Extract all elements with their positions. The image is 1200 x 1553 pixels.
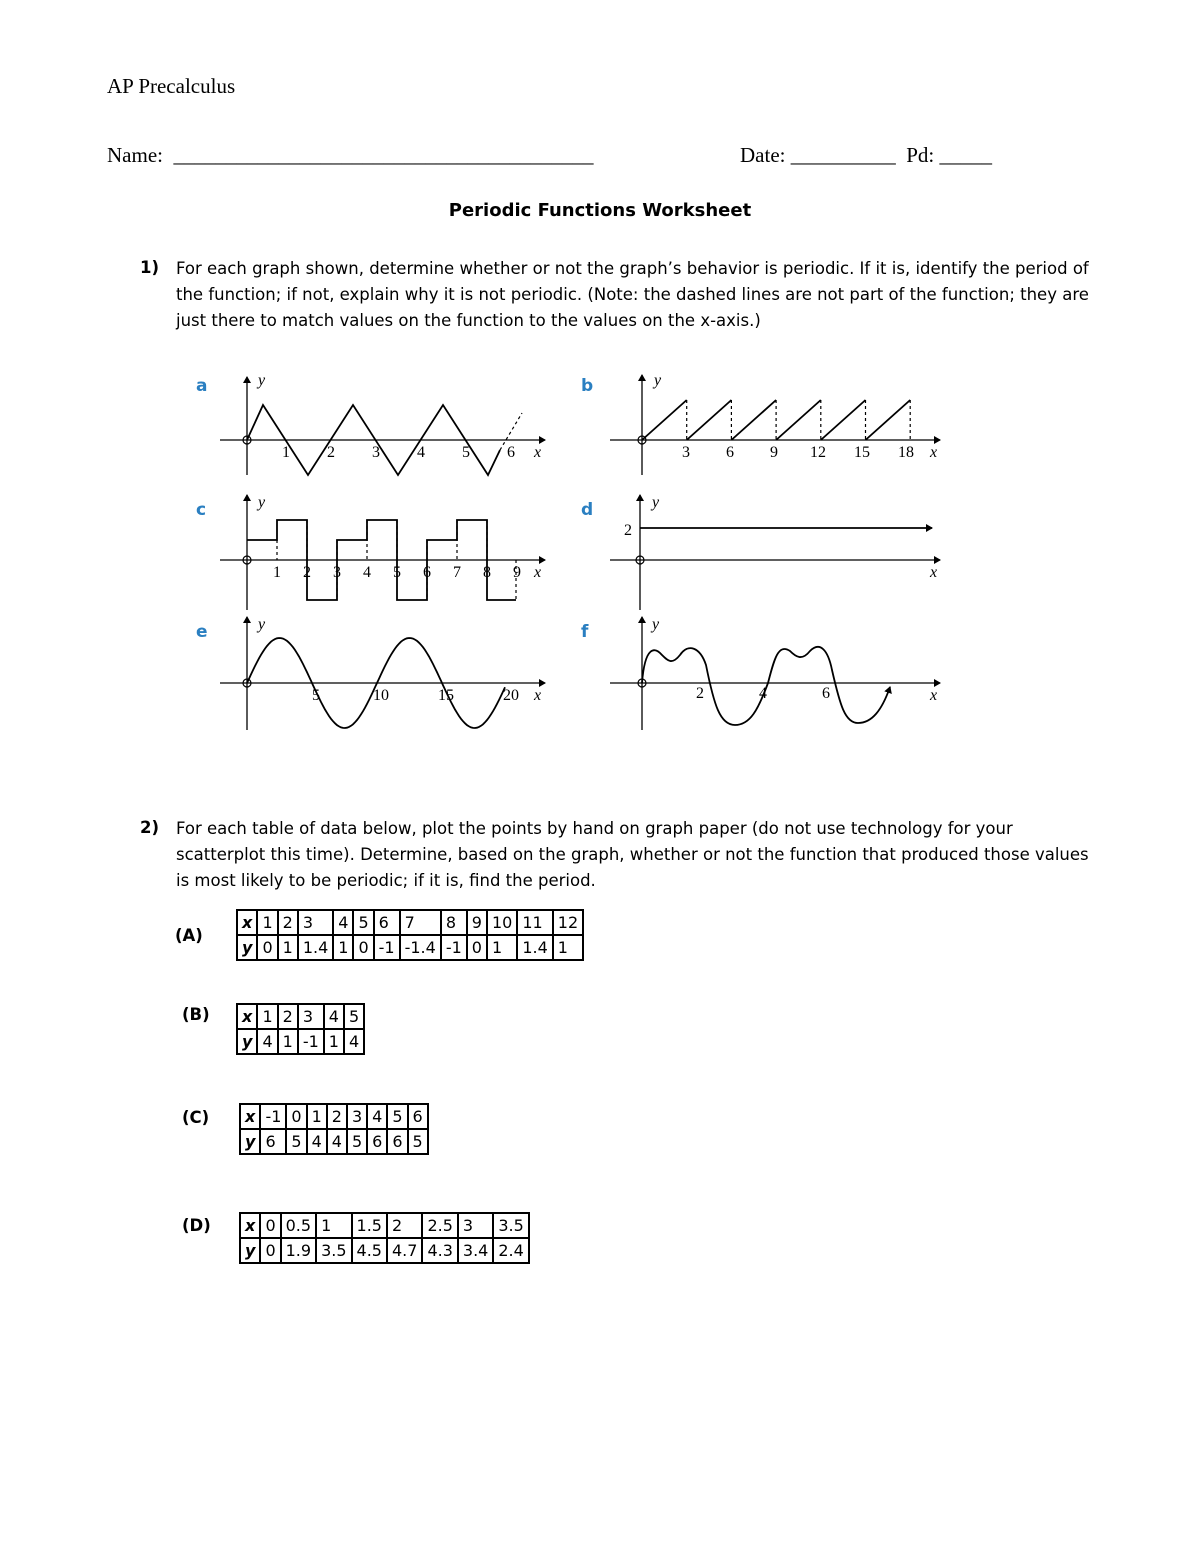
question-1-number: 1) — [140, 258, 160, 277]
table-row-x — [237, 910, 583, 935]
graph-c-tick-label: 9 — [513, 564, 521, 581]
table-cell: 5 — [344, 1004, 364, 1029]
graph-c-y-label: y — [258, 494, 266, 511]
graph-e-letter: e — [196, 622, 208, 642]
table-cell: 4 — [307, 1129, 327, 1154]
table-cell: -1.4 — [400, 935, 441, 960]
table-cell: 0 — [286, 1104, 306, 1129]
question-2-number: 2) — [140, 818, 160, 837]
table-cell: 5 — [387, 1104, 407, 1129]
table-cell: 1.5 — [352, 1213, 387, 1238]
table-cell: 3 — [347, 1104, 367, 1129]
table-cell: 6 — [387, 1129, 407, 1154]
table-cell: 4.3 — [422, 1238, 457, 1263]
graph-e-tick-label: 15 — [438, 687, 454, 704]
table-cell: 2.4 — [493, 1238, 528, 1263]
table-cell: 2 — [278, 910, 298, 935]
graph-e-y-label: y — [258, 616, 266, 633]
table-b-label: (B) — [182, 1005, 210, 1024]
graph-b-tick-label: 3 — [682, 444, 690, 461]
table-d-label: (D) — [182, 1216, 211, 1235]
table-cell: 1.4 — [517, 935, 552, 960]
table-cell: 2 — [278, 1004, 298, 1029]
table-row-y — [237, 935, 583, 960]
graph-b-tick-label: 12 — [810, 444, 826, 461]
table-cell: 3 — [298, 1004, 324, 1029]
graph-c-tick-label: 3 — [333, 564, 341, 581]
table-cell: 6 — [260, 1129, 286, 1154]
table-cell: 4 — [257, 1029, 277, 1054]
periodic-graphs — [190, 365, 960, 745]
table-b — [236, 1003, 365, 1055]
graph-d-y-label: y — [652, 494, 660, 511]
graph-c-tick-label: 4 — [363, 564, 371, 581]
question-2-text: For each table of data below, plot the points by hand on graph paper (do not use technology for your scatterplot this time). Determine, based on the graph, whether or not the function that produced those values is most likely to be periodic; if it is, find the period. — [176, 819, 1089, 890]
graph-d-y-tick: 2 — [624, 522, 632, 539]
graph-f-tick-label: 6 — [822, 685, 830, 702]
table-cell: 4 — [327, 1129, 347, 1154]
graph-b-tick-label: 6 — [726, 444, 734, 461]
table-cell: 4 — [333, 910, 353, 935]
table-row-y — [240, 1129, 428, 1154]
graph-b — [581, 372, 940, 475]
table-cell: 4.5 — [352, 1238, 387, 1263]
table-cell: 5 — [408, 1129, 428, 1154]
table-cell: 12 — [553, 910, 583, 935]
table-cell: 8 — [441, 910, 467, 935]
graph-a-tick-label: 2 — [327, 444, 335, 461]
graph-d-x-label: x — [930, 564, 938, 581]
table-cell: 3.5 — [493, 1213, 528, 1238]
table-cell: 4.7 — [387, 1238, 422, 1263]
table-row-x — [237, 1004, 364, 1029]
table-header-x: x — [237, 910, 257, 935]
graph-d — [581, 494, 940, 610]
table-cell: 1 — [307, 1104, 327, 1129]
table-cell: 2.5 — [422, 1213, 457, 1238]
table-header-x: x — [240, 1104, 260, 1129]
graph-b-x-label: x — [930, 444, 938, 461]
table-cell: 1 — [487, 935, 517, 960]
graph-c-tick-label: 5 — [393, 564, 401, 581]
graph-a-tick-label: 3 — [372, 444, 380, 461]
table-cell: 7 — [400, 910, 441, 935]
table-cell: 1 — [257, 910, 277, 935]
table-cell: 1 — [278, 1029, 298, 1054]
table-cell: -1 — [298, 1029, 324, 1054]
graph-e-x-label: x — [534, 687, 542, 704]
table-cell: 6 — [408, 1104, 428, 1129]
graph-a-tick-label: 5 — [462, 444, 470, 461]
graph-a-y-label: y — [258, 372, 266, 389]
graph-e-tick-label: 10 — [373, 687, 389, 704]
graph-e — [196, 616, 545, 730]
graph-f-tick-label: 2 — [696, 685, 704, 702]
table-cell: 0 — [260, 1238, 280, 1263]
graph-a-tick-label: 6 — [507, 444, 515, 461]
table-row-y — [240, 1238, 529, 1263]
graph-c-tick-label: 1 — [273, 564, 281, 581]
table-cell: 5 — [353, 910, 373, 935]
table-row-y — [237, 1029, 364, 1054]
table-cell: 2 — [327, 1104, 347, 1129]
graph-b-tick-label: 9 — [770, 444, 778, 461]
table-cell: 1 — [333, 935, 353, 960]
table-row-x — [240, 1104, 428, 1129]
table-cell: 1 — [553, 935, 583, 960]
table-cell: 5 — [286, 1129, 306, 1154]
table-cell: 1 — [324, 1029, 344, 1054]
graph-f-x-label: x — [930, 687, 938, 704]
graph-c-tick-label: 8 — [483, 564, 491, 581]
table-cell: 1 — [316, 1213, 351, 1238]
graph-e-tick-label: 5 — [312, 687, 320, 704]
table-header-y: y — [237, 935, 257, 960]
table-cell: 6 — [374, 910, 400, 935]
table-header-x: x — [237, 1004, 257, 1029]
table-cell: 3 — [458, 1213, 493, 1238]
graph-b-tick-label: 18 — [898, 444, 914, 461]
graph-a-tick-label: 4 — [417, 444, 425, 461]
date-period-field[interactable]: Date: __________ Pd: _____ — [740, 143, 992, 167]
graph-b-y-label: y — [654, 372, 662, 389]
graph-a — [196, 372, 545, 475]
table-cell: 10 — [487, 910, 517, 935]
graph-f-y-label: y — [652, 616, 660, 633]
table-header-y: y — [237, 1029, 257, 1054]
table-cell: 5 — [347, 1129, 367, 1154]
table-cell: -1 — [441, 935, 467, 960]
graph-a-tick-label: 1 — [282, 444, 290, 461]
worksheet-title: Periodic Functions Worksheet — [448, 200, 752, 221]
table-cell: 4 — [324, 1004, 344, 1029]
table-cell: 1.9 — [281, 1238, 316, 1263]
table-cell: 0 — [353, 935, 373, 960]
graph-b-letter: b — [581, 376, 594, 396]
graph-a-x-label: x — [534, 444, 542, 461]
table-cell: 4 — [344, 1029, 364, 1054]
table-cell: 0 — [257, 935, 277, 960]
graph-a-letter: a — [196, 376, 208, 396]
table-cell: 1 — [278, 935, 298, 960]
graph-c-tick-label: 2 — [303, 564, 311, 581]
table-c — [239, 1103, 429, 1155]
name-field[interactable]: Name: ________________________________________ — [107, 143, 594, 167]
graph-c-tick-label: 7 — [453, 564, 461, 581]
graph-f — [581, 616, 940, 730]
table-cell: 1 — [257, 1004, 277, 1029]
table-cell: 3.5 — [316, 1238, 351, 1263]
graph-c-letter: c — [196, 500, 207, 520]
graph-f-tick-label: 4 — [759, 685, 767, 702]
graph-b-tick-label: 15 — [854, 444, 870, 461]
table-cell: 2 — [387, 1213, 422, 1238]
table-a-label: (A) — [175, 926, 203, 945]
table-cell: 9 — [467, 910, 487, 935]
table-cell: 6 — [367, 1129, 387, 1154]
table-cell: 0 — [260, 1213, 280, 1238]
table-cell: -1 — [260, 1104, 286, 1129]
table-d — [239, 1212, 530, 1264]
table-cell: 0.5 — [281, 1213, 316, 1238]
graph-c-x-label: x — [534, 564, 542, 581]
table-header-y: y — [240, 1129, 260, 1154]
table-cell: 11 — [517, 910, 552, 935]
question-1-text: For each graph shown, determine whether or not the graph’s behavior is periodic. If it is, identify the period of the function; if not, explain why it is not periodic. (Note: the dashed lines are not part of the function; they are just there to match values on the function to the values on the x-axis.) — [176, 259, 1089, 330]
graph-f-letter: f — [581, 622, 589, 642]
graph-c — [196, 494, 545, 610]
table-header-x: x — [240, 1213, 260, 1238]
graph-d-letter: d — [581, 500, 594, 520]
table-cell: 1.4 — [298, 935, 333, 960]
graph-e-tick-label: 20 — [503, 687, 519, 704]
course-title: AP Precalculus — [107, 74, 236, 98]
table-cell: 4 — [367, 1104, 387, 1129]
table-row-x — [240, 1213, 529, 1238]
table-cell: 3.4 — [458, 1238, 493, 1263]
graph-c-tick-label: 6 — [423, 564, 431, 581]
table-cell: -1 — [374, 935, 400, 960]
table-header-y: y — [240, 1238, 260, 1263]
table-a — [236, 909, 584, 961]
table-cell: 0 — [467, 935, 487, 960]
table-cell: 3 — [298, 910, 333, 935]
table-c-label: (C) — [182, 1108, 210, 1127]
